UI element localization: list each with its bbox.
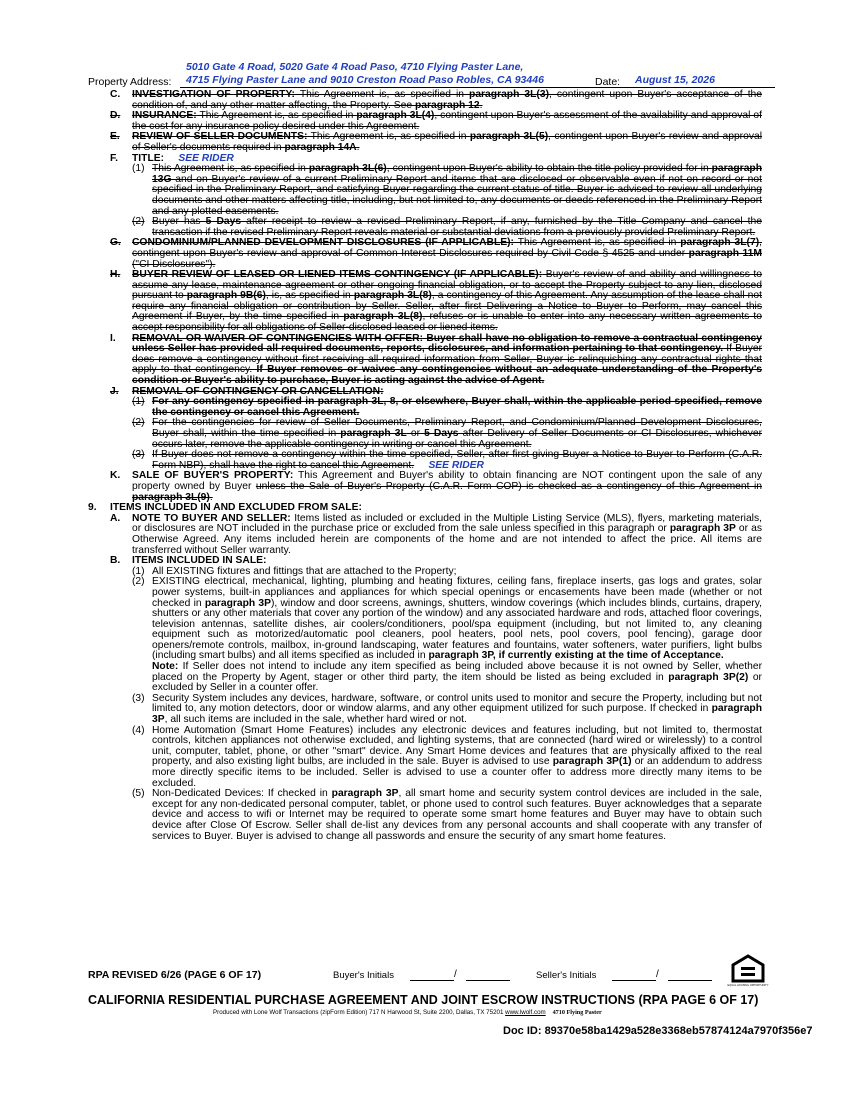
property-address-line1: 5010 Gate 4 Road, 5020 Gate 4 Road Paso, 4710 Flying Paster Lane, xyxy=(186,61,524,73)
section-j-2-b: or xyxy=(406,428,425,439)
section-9b-5-num: (5) xyxy=(132,788,145,800)
section-i-warning: If Buyer removes or waives any contingencies without an adequate understanding of the Property's condition or Buyer's ability to purchase, Buyer is acting against the advice of Agent. xyxy=(132,364,762,387)
section-g-letter: G. xyxy=(110,237,121,249)
section-g-text xyxy=(132,238,762,270)
date-value: August 15, 2026 xyxy=(621,74,775,88)
section-f-2-num: (2) xyxy=(132,216,145,228)
section-i xyxy=(88,334,762,387)
section-f-rider: SEE RIDER xyxy=(178,152,234,164)
section-9b-5 xyxy=(88,789,762,842)
section-f-2-b: after receipt to review a revised Preliminary Report, if any, furnished by the Title Company and cancel the transaction if the revised Preliminary Report reveals material or substantial deviations from a previously provided Preliminary Report. xyxy=(152,216,762,238)
seller-initials-field-1[interactable] xyxy=(612,980,656,981)
section-k-struck-end: . xyxy=(209,491,213,503)
property-address-line2: 4715 Flying Paster Lane and 9010 Creston Road Paso Robles, CA 93446 xyxy=(180,74,666,88)
doc-id-value: 89370e58ba1429a528e3368eb57874124a7970f356e7 xyxy=(544,1025,813,1037)
section-f-1-ref2: paragraph 13G xyxy=(152,163,762,185)
section-h-title: BUYER REVIEW OF LEASED OR LIENED ITEMS CONTINGENCY (IF APPLICABLE): xyxy=(132,269,543,281)
section-9b-4-b: or an addendum to address more directly specific items to be included. Seller is advised to use a counter offer to address more directly many items to be excluded. xyxy=(152,756,762,789)
section-f-1-text xyxy=(152,164,762,217)
produced-by-text: Produced with Lone Wolf Transactions (zipForm Edition) 717 N Harwood St, Suite 2200, Dallas, TX 75201 xyxy=(213,1009,506,1016)
section-9b-note-ref: paragraph 3P(2) xyxy=(668,671,749,683)
section-9b-3 xyxy=(88,694,762,726)
section-j-3-struck: If Buyer does not remove a contingency within the time specified, Seller, after first giving Buyer a Notice to Buyer to Perform (C.A.R. Form NBP), shall have the right to cancel this Agreement. xyxy=(152,449,762,471)
buyers-initials-label: Buyer's Initials xyxy=(333,970,394,981)
section-9b-3-b: , all such items are included in the sale, whether hard wired or not. xyxy=(164,714,467,726)
section-9a-text xyxy=(132,514,762,556)
section-e-text1: This Agreement is, as specified in xyxy=(307,131,470,143)
section-h-text xyxy=(132,270,762,334)
section-9b-4-num: (4) xyxy=(132,724,145,736)
section-c-text2: , contingent upon Buyer's acceptance of the condition of, and any other matter affecting, the Property. See xyxy=(132,89,763,111)
section-f-2-a: Buyer has xyxy=(152,216,206,228)
section-h-text4: , refuses or is unable to enter into any necessary written agreements to accept responsibility for all obligations of Seller-disclosed leased or liened items. xyxy=(132,311,763,334)
section-e xyxy=(88,132,762,153)
initials-slash: / xyxy=(656,969,659,980)
produced-by-line xyxy=(213,1009,602,1016)
section-c-text1: This Agreement is, as specified in xyxy=(294,89,470,100)
section-9b-4-ref: paragraph 3P(1) xyxy=(552,756,632,768)
section-h-letter: H. xyxy=(110,269,121,281)
section-9b-note-b: or excluded by Seller in a counter offer. xyxy=(152,671,762,694)
section-9b-letter: B. xyxy=(110,555,121,567)
section-d-text xyxy=(132,111,762,132)
section-c-title: INVESTIGATION OF PROPERTY: xyxy=(132,89,295,100)
section-h-ref3: paragraph 3L(8) xyxy=(343,311,423,323)
section-g xyxy=(88,238,762,270)
section-j-1-text: For any contingency specified in paragraph 3L, 8, or elsewhere, Buyer shall, within the applicable period specified, remove the contingency or cancel this Agreement. xyxy=(152,396,762,418)
section-9b-note-label: Note: xyxy=(152,661,179,673)
buyer-initials-field-2[interactable] xyxy=(466,980,510,981)
section-i-title: REMOVAL OR WAIVER OF CONTINGENCIES WITH OFFER: Buyer shall have no obligation to remove a contractual contingency unless Seller has provided all required documents, reports, disclosures, and information pertaining to that contingency. xyxy=(132,332,762,355)
section-9b-3-a: Security System includes any devices, hardware, software, or control units used to monitor and secure the Property, including but not limited to, any motion detectors, door or window alarms, and any other equipment utilized for such purpose. If checked in xyxy=(152,692,762,715)
section-j-3-num: (3) xyxy=(132,449,145,461)
section-k-letter: K. xyxy=(110,470,121,482)
section-e-letter: E. xyxy=(110,131,120,143)
section-9b-title: ITEMS INCLUDED IN SALE: xyxy=(132,555,267,567)
section-9-num: 9. xyxy=(88,502,97,514)
section-9a-ref: paragraph 3P xyxy=(669,523,736,535)
section-c xyxy=(88,90,762,111)
section-9b-1-num: (1) xyxy=(132,565,145,577)
section-e-ref2: paragraph 14A xyxy=(284,141,357,153)
section-f-1 xyxy=(88,164,762,217)
section-d-title: INSURANCE: xyxy=(132,110,197,122)
section-i-text1: If Buyer does remove a contingency without first receiving all required information from Seller, Buyer is relinquishing any contractual rights that apply to that contingency. xyxy=(132,343,763,376)
section-h-text3: , a contingency of this Agreement. Any assumption of the lease shall not require any financial obligation or contribution by Seller. Seller, after first Delivering a Notice to Buyer to Perform, may cancel this Agreement if Buyer, by the time specified in xyxy=(132,290,762,323)
equal-housing-icon xyxy=(727,955,769,989)
section-e-ref: paragraph 3L(5) xyxy=(469,131,549,143)
lwolf-link[interactable]: www.lwolf.com xyxy=(505,1009,546,1016)
section-f-2-text xyxy=(152,217,762,238)
section-c-ref: paragraph 3L(3) xyxy=(469,89,550,100)
doc-id xyxy=(503,1025,813,1037)
section-k-struck-ref: paragraph 3L(9) xyxy=(132,491,210,503)
section-j-1 xyxy=(88,397,762,418)
section-9b-2-ref2: paragraph 3P, if currently existing at the time of Acceptance. xyxy=(428,650,724,662)
section-h-ref2: paragraph 3L(8) xyxy=(353,290,432,302)
date-label: Date: xyxy=(595,76,621,88)
section-f-2-days: 5 Days xyxy=(205,216,242,228)
initials-slash: / xyxy=(454,969,457,980)
section-9b-5-a: Non-Dedicated Devices: If checked in xyxy=(152,788,332,800)
section-c-text xyxy=(132,90,762,111)
section-k-text xyxy=(132,471,762,503)
section-j-rider: SEE RIDER xyxy=(428,459,484,471)
section-j-title: REMOVAL OF CONTINGENCY OR CANCELLATION: xyxy=(132,385,384,397)
form-title: CALIFORNIA RESIDENTIAL PURCHASE AGREEMENT AND JOINT ESCROW INSTRUCTIONS (RPA PAGE 6 OF 17) xyxy=(88,993,759,1007)
section-c-letter: C. xyxy=(110,89,121,100)
section-k xyxy=(88,471,762,503)
section-k-text1: This Agreement and Buyer's ability to obtain financing are NOT contingent upon the sale of any property owned by Buyer xyxy=(132,470,763,492)
section-h xyxy=(88,270,762,334)
section-k-title: SALE OF BUYER'S PROPERTY: xyxy=(132,470,294,482)
section-c-text3: . xyxy=(479,99,483,111)
section-h-text2: , is, as specified in xyxy=(265,290,354,302)
section-g-text3: ("CI Disclosures"). xyxy=(132,258,216,270)
section-j-2-days: 5 Days xyxy=(424,428,459,439)
section-g-title: CONDOMINIUM/PLANNED DEVELOPMENT DISCLOSURES (IF APPLICABLE): xyxy=(132,237,514,249)
section-e-title: REVIEW OF SELLER DOCUMENTS: xyxy=(132,131,308,143)
section-d-letter: D. xyxy=(110,110,121,122)
section-g-ref2: paragraph 11M xyxy=(688,247,762,259)
section-9b-1-text: All EXISTING fixtures and fittings that are attached to the Property; xyxy=(152,565,457,577)
section-f-2 xyxy=(88,217,762,238)
equal-housing-text: EQUAL HOUSING OPPORTUNITY xyxy=(727,984,769,987)
section-i-text xyxy=(132,334,762,387)
section-9b-5-b: , all smart home and security system control devices are included in the sale, except for any non-dedicated personal computer, tablet, or phone used to control such features. Buyer acknowledges that a separate device and access to wifi or Internet may be required to operate some smart home features and Buyer may have to obtain such device after Close Of Escrow. Seller shall de-list any devices from any personal accounts and shall cooperate with any transfer of services to Buyer. Buyer is advised to change all passwords and ensure the security of any smart home features. xyxy=(152,788,762,842)
section-j-2 xyxy=(88,418,762,450)
section-d-ref: paragraph 3L(4) xyxy=(356,110,435,122)
agreement-body xyxy=(88,90,762,842)
section-d-text1: This Agreement is, as specified in xyxy=(196,110,357,122)
section-f-1-ref: paragraph 3L(6) xyxy=(308,163,387,175)
section-9b-3-ref: paragraph 3P xyxy=(152,703,762,726)
section-9a-letter: A. xyxy=(110,512,121,524)
section-9b-note-a: If Seller does not intend to include any item specified as being included above because it is not owned by Seller, whether placed on the Property by Agent, stager or other third party, the item should be listed as being excluded in xyxy=(152,661,762,683)
section-9b-3-num: (3) xyxy=(132,692,145,704)
section-9a-title: NOTE TO BUYER AND SELLER: xyxy=(132,512,291,524)
section-f-1-b: , contingent upon Buyer's ability to obtain the title policy provided for in xyxy=(386,163,712,175)
section-c-ref2: paragraph 12 xyxy=(414,99,480,111)
property-address-label: Property Address: xyxy=(88,76,172,88)
section-g-text2: , contingent upon Buyer's review and approval of Common Interest Disclosures required by Civil Code § 4525 and under xyxy=(132,237,763,259)
section-d-text2: , contingent upon Buyer's assessment of the availability and approval of the cost for any insurance policy desired under this Agreement. xyxy=(132,110,762,132)
section-d xyxy=(88,111,762,132)
section-9b-2-ref: paragraph 3P xyxy=(204,597,271,609)
section-9b-2-a: EXISTING electrical, mechanical, lighting, plumbing and heating fixtures, ceiling fans, fireplace inserts, gas logs and grates, solar power systems, built-in appliances and appliances for which special openings or encasements have been made (whether or not checked in xyxy=(152,576,762,609)
section-9b-4-text xyxy=(152,726,762,790)
section-f-title: TITLE: xyxy=(132,152,165,164)
section-j-2-ref: paragraph 3L xyxy=(340,428,407,439)
section-f-1-num: (1) xyxy=(132,163,145,175)
section-9b-3-text xyxy=(152,694,762,726)
section-j-2-a: For the contingencies for review of Seller Documents, Preliminary Report, and Condominium/Planned Development Disclosures, Buyer shall, within the time specified in xyxy=(152,417,762,439)
section-j-2-text xyxy=(152,418,762,450)
property-header xyxy=(88,60,768,90)
section-9a-text2: or as Otherwise Agreed. Any items included herein are components of the home and are not intended to affect the price. All items are transferred without Seller warranty. xyxy=(132,523,762,556)
sellers-initials-label: Seller's Initials xyxy=(536,970,597,981)
section-e-text xyxy=(132,132,762,153)
section-j-3-text xyxy=(152,450,762,471)
file-name: 4710 Flying Paster xyxy=(552,1009,602,1016)
section-f-1-a: This Agreement is, as specified in xyxy=(152,163,309,175)
section-9b-2-text xyxy=(152,577,762,694)
section-9b-5-text xyxy=(152,789,762,842)
section-e-text3: . xyxy=(356,141,360,153)
buyer-initials-field-1[interactable] xyxy=(410,980,454,981)
section-h-ref: paragraph 9B(6) xyxy=(186,290,266,302)
section-f-letter: F. xyxy=(110,152,119,164)
section-g-text1: This Agreement is, as specified in xyxy=(513,237,681,249)
doc-id-label: Doc ID: xyxy=(503,1025,545,1037)
section-9b-2-num: (2) xyxy=(132,576,145,588)
section-h-text1: Buyer's review of and ability and willingness to assume any lease, maintenance agreement or other ongoing financial obligation, or to accept the Property subject to any lien, disclosed pursuant to xyxy=(132,269,762,302)
seller-initials-field-2[interactable] xyxy=(668,980,712,981)
section-g-ref: paragraph 3L(7) xyxy=(680,237,760,249)
section-9b-2 xyxy=(88,577,762,694)
initials-row xyxy=(88,967,768,987)
section-j-3 xyxy=(88,450,762,471)
section-k-struck: unless the Sale of Buyer's Property (C.A.R. Form COP) is checked as a contingency of this Agreement in xyxy=(255,480,762,492)
section-e-text2: , contingent upon Buyer's review and approval of Seller's documents required in xyxy=(132,131,762,153)
section-9b-5-ref: paragraph 3P xyxy=(331,788,399,800)
section-j-2-num: (2) xyxy=(132,417,145,429)
section-i-letter: I. xyxy=(110,332,116,344)
section-9a-text1: Items listed as included or excluded in the Multiple Listing Service (MLS), flyers, marketing materials, or disclosures are NOT included in the purchase price or excluded from the sale unless specified in this paragraph or xyxy=(132,512,762,535)
section-9-title: ITEMS INCLUDED IN AND EXCLUDED FROM SALE: xyxy=(110,502,362,514)
section-j-1-num: (1) xyxy=(132,396,145,408)
section-j-2-c: after Delivery of Seller Documents or CI Disclosures, whichever occurs later, remove the applicable contingency in writing or cancel this Agreement. xyxy=(152,428,762,450)
section-9b-4-a: Home Automation (Smart Home Features) includes any electronic devices and features including, but not limited to, thermostat controls, kitchen appliances not otherwise excluded, and lighting systems, that are connected (hard wired or wirelessly) to a control unit, computer, tablet, phone, or other "smart" device. Any Smart Home devices and features that are physically affixed to the real property, and also existing light bulbs, are included in the sale. Buyer is advised to use xyxy=(152,724,762,768)
revision-label: RPA REVISED 6/26 (PAGE 6 OF 17) xyxy=(88,969,262,981)
section-9b-4 xyxy=(88,726,762,790)
section-j-letter: J. xyxy=(110,385,119,397)
section-9b-2-b: ), window and door screens, awnings, shutters, window coverings (which includes blinds, curtains, drapery, shutters or any other materials that cover any portion of the window) and any associated hardware and rods, attached floor coverings, television antennas, satellite dishes, air coolers/conditioners, pool/spa equipment (including, but not limited to, any cleaning equipment such as motorized/automatic pool cleaners, pool heaters, pool nets, pool covers, pool fencing), garage door openers/remote controls, mailbox, in-ground landscaping, water features and fountains, water softeners, water purifiers, light bulbs (including smart bulbs) and all items specified as included in xyxy=(152,597,762,662)
section-f-1-c: and on Buyer's review of a current Preliminary Report and items that are disclosed or observable even if not on record or not specified in the Preliminary Report, and satisfying Buyer regarding the current status of title. Buyer is advised to review all underlying documents and other matters affecting title, including, but not limited to, any documents or deeds referenced in the Preliminary Report and any plotted easements. xyxy=(152,173,762,217)
section-9a xyxy=(88,514,762,556)
